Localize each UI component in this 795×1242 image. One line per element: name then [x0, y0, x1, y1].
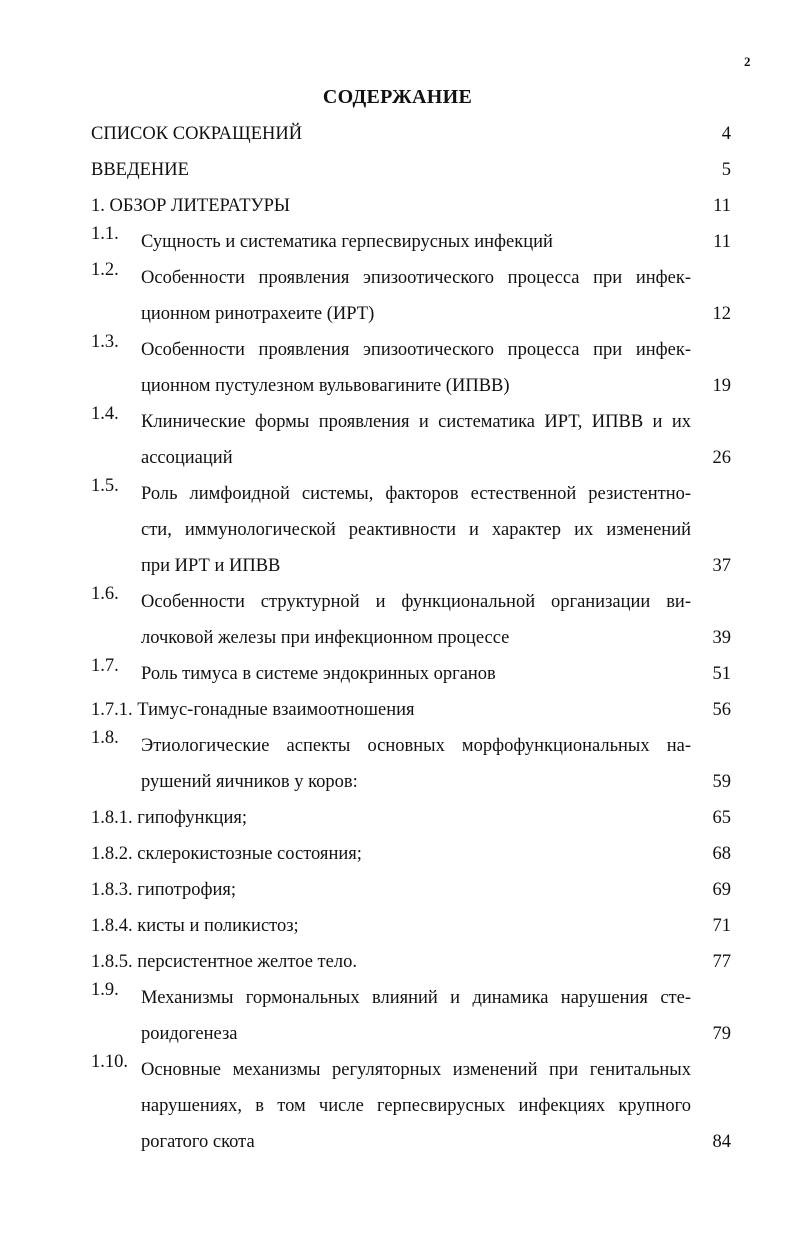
toc-entry — [91, 692, 741, 728]
toc-entry-text: Основные механизмы регуляторных изменений при генитальных — [141, 1060, 691, 1080]
toc-entry-page: 65 — [712, 808, 731, 828]
toc-entry — [91, 836, 741, 872]
toc-entry-text: Сущность и систематика герпесвирусных инфекций — [141, 232, 553, 252]
toc-entry-number: 1.9. — [91, 980, 119, 1000]
toc-entry-text: Этиологические аспекты основных морфофункциональных на- — [141, 736, 691, 756]
toc-entry-page: 11 — [713, 232, 731, 252]
toc-entry — [91, 872, 741, 908]
page-title: СОДЕРЖАНИЕ — [322, 86, 473, 108]
toc-entry — [91, 224, 741, 260]
toc-entry — [91, 908, 741, 944]
toc-entry-page: 37 — [712, 556, 731, 576]
toc-entry-number: 1.5. — [91, 476, 119, 496]
toc-entry-text: Особенности проявления эпизоотического процесса при инфек- — [141, 340, 691, 360]
toc-entry-page: 69 — [712, 880, 731, 900]
toc-entry-text: ассоциаций — [141, 448, 233, 468]
toc-entry — [91, 404, 741, 476]
toc-entry-text: Особенности структурной и функциональной организации ви- — [141, 592, 691, 612]
toc-entry — [91, 152, 741, 188]
toc-entry-text: Тимус-гонадные взаимоотношения — [137, 700, 415, 720]
toc-entry-page: 77 — [712, 952, 731, 972]
page-number: 2 — [744, 54, 751, 69]
toc-entry-page: 71 — [712, 916, 731, 936]
toc-entry-text: гипофункция; — [137, 808, 248, 828]
toc-entry-page: 11 — [713, 196, 731, 216]
toc-entry — [91, 332, 741, 404]
toc-entry-page: 4 — [721, 124, 731, 144]
toc-entry-page: 12 — [712, 304, 731, 324]
toc-entry-text: Роль тимуса в системе эндокринных органов — [141, 664, 496, 684]
toc-entry-text: Роль лимфоидной системы, факторов естественной резистентно- — [141, 484, 691, 504]
toc-entry-number: 1.3. — [91, 332, 119, 352]
toc-entry — [91, 1052, 741, 1160]
toc-entry-text: ционном пустулезном вульвовагините (ИПВВ) — [141, 376, 510, 396]
toc-entry-text: Клинические формы проявления и систематика ИРТ, ИПВВ и их — [141, 412, 691, 432]
toc-entry-page: 79 — [712, 1024, 731, 1044]
toc-entry-text: роидогенеза — [141, 1024, 238, 1044]
toc-entry-number: 1.8.4. — [91, 916, 133, 936]
toc-entry-text: персистентное желтое тело. — [137, 952, 357, 972]
toc-entry-text: лочковой железы при инфекционном процессе — [141, 628, 510, 648]
toc-entry-number: 1.8.3. — [91, 880, 133, 900]
toc-entry-text: ВВЕДЕНИЕ — [91, 160, 189, 180]
toc-entry — [91, 980, 741, 1052]
toc-entry-text: ционном ринотрахеите (ИРТ) — [141, 304, 375, 324]
toc-entry-text: рогатого скота — [141, 1132, 255, 1152]
toc-entry-text: склерокистозные состояния; — [137, 844, 362, 864]
toc-entry-number: 1.6. — [91, 584, 119, 604]
toc-entry-number: 1.1. — [91, 224, 119, 244]
toc-entry-text: СПИСОК СОКРАЩЕНИЙ — [91, 124, 303, 144]
toc-entry-page: 84 — [712, 1132, 731, 1152]
toc-entry-number: 1.8.5. — [91, 952, 133, 972]
toc-entry-page: 51 — [712, 664, 731, 684]
toc-entry-page: 68 — [712, 844, 731, 864]
toc-entry-page: 5 — [721, 160, 731, 180]
toc-entry-number: 1.8.1. — [91, 808, 133, 828]
toc-entry — [91, 476, 741, 584]
toc-entry — [91, 728, 741, 800]
toc-entry — [91, 584, 741, 656]
toc-entry-text: кисты и поликистоз; — [137, 916, 299, 936]
toc-entry-text: 1. ОБЗОР ЛИТЕРАТУРЫ — [91, 196, 291, 216]
toc-entry-text: нарушениях, в том числе герпесвирусных инфекциях крупного — [141, 1096, 691, 1116]
toc-entry — [91, 116, 741, 152]
toc-entry-text: Механизмы гормональных влияний и динамика нарушения сте- — [141, 988, 691, 1008]
toc-entry-page: 19 — [712, 376, 731, 396]
table-of-contents — [91, 116, 741, 1160]
toc-entry — [91, 188, 741, 224]
toc-entry-text: при ИРТ и ИПВВ — [141, 556, 281, 576]
toc-entry-number: 1.10. — [91, 1052, 128, 1072]
toc-entry — [91, 260, 741, 332]
toc-entry-number: 1.7. — [91, 656, 119, 676]
toc-entry-number: 1.2. — [91, 260, 119, 280]
toc-entry-number: 1.4. — [91, 404, 119, 424]
toc-entry-page: 56 — [712, 700, 731, 720]
toc-entry-text: рушений яичников у коров: — [141, 772, 358, 792]
toc-entry-page: 59 — [712, 772, 731, 792]
toc-entry-text: сти, иммунологической реактивности и характер их изменений — [141, 520, 691, 540]
toc-entry — [91, 800, 741, 836]
toc-entry — [91, 944, 741, 980]
toc-entry-number: 1.7.1. — [91, 700, 133, 720]
toc-entry-number: 1.8.2. — [91, 844, 133, 864]
toc-entry-page: 39 — [712, 628, 731, 648]
toc-entry-text: гипотрофия; — [137, 880, 236, 900]
toc-entry — [91, 656, 741, 692]
toc-entry-text: Особенности проявления эпизоотического процесса при инфек- — [141, 268, 691, 288]
toc-entry-number: 1.8. — [91, 728, 119, 748]
toc-entry-page: 26 — [712, 448, 731, 468]
